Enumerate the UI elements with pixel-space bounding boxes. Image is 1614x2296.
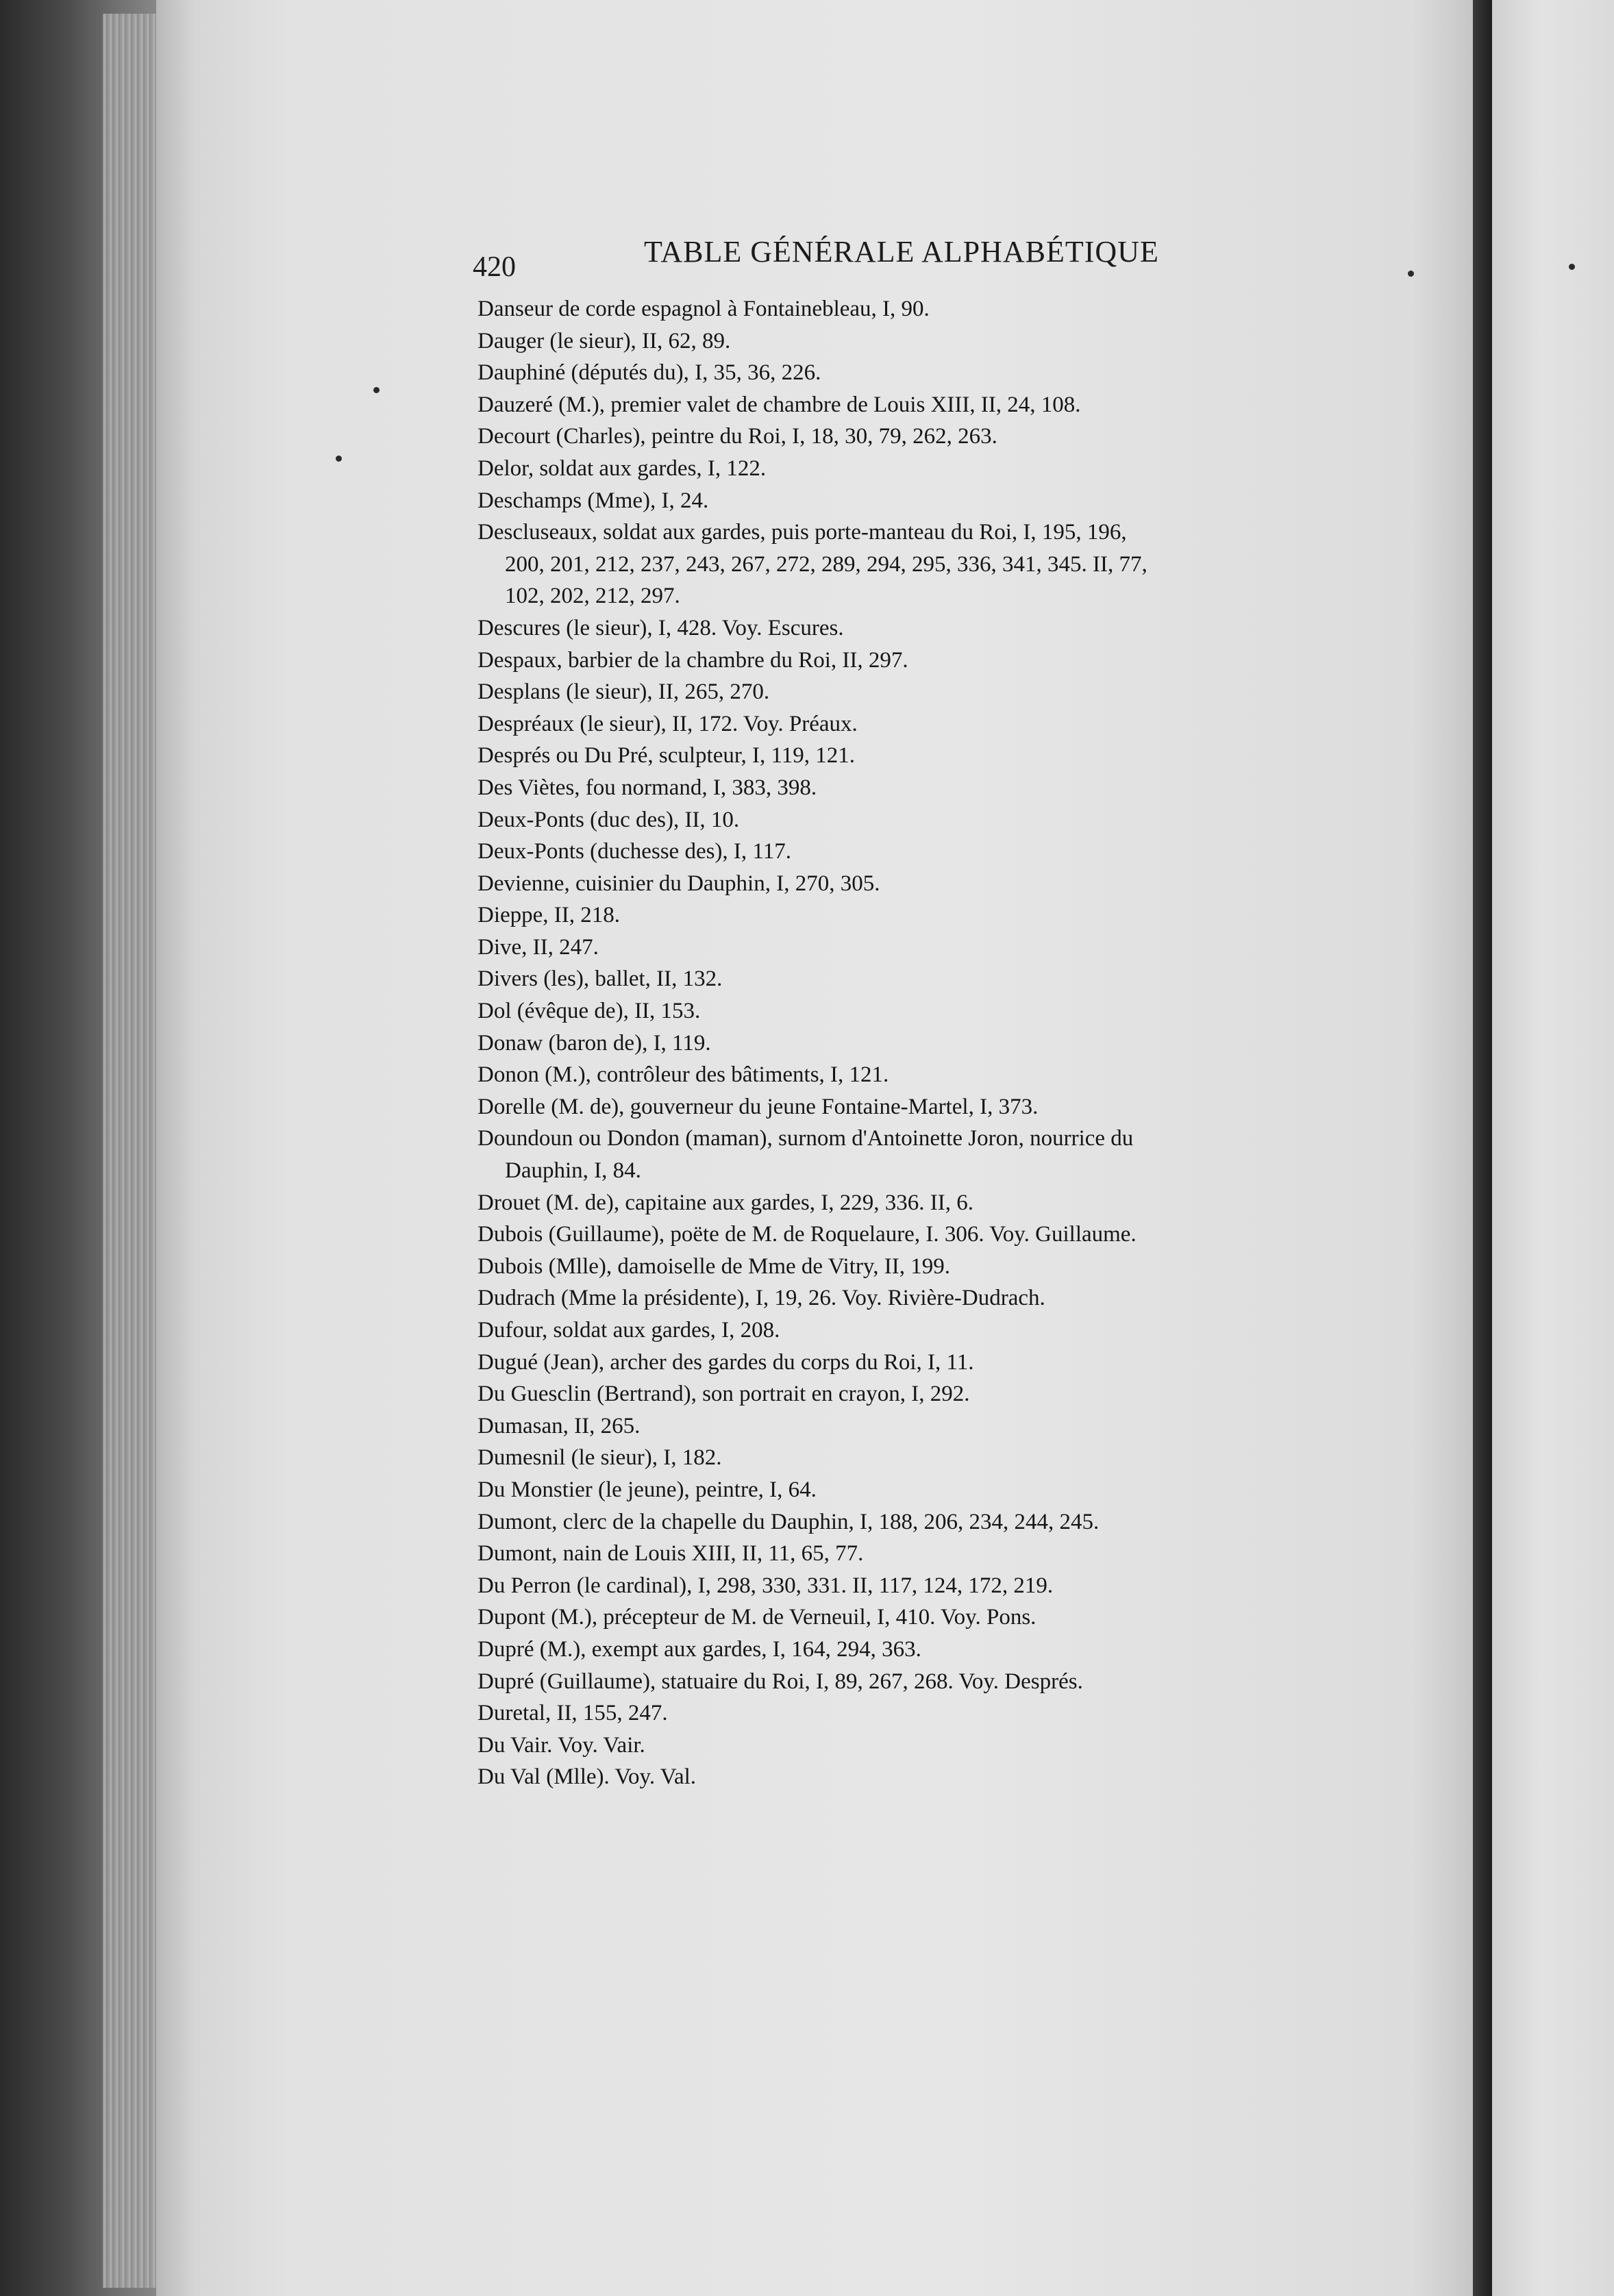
index-entry-text: Dieppe, II, 218. [477,903,621,928]
index-entry-continuation: 200, 201, 212, 237, 243, 267, 272, 289, 294, 295, 336, 341, 345. II, 77, [505,551,1147,577]
index-entry-text: Dupré (Guillaume), statuaire du Roi, I, 89, 267, 268. Voy. Després. [477,1669,1083,1694]
index-entry-text: Deux-Ponts (duchesse des), I, 117. [477,839,791,864]
index-entry-text: Dumont, nain de Louis XIII, II, 11, 65, 77. [477,1541,864,1567]
index-entry [477,293,1368,325]
index-entry [477,995,1368,1027]
index-entry-text: Dubois (Guillaume), poëte de M. de Roquelaure, I. 306. Voy. Guillaume. [477,1222,1137,1247]
page-header [473,234,1199,282]
index-entry-text: Dorelle (M. de), gouverneur du jeune Fontaine-Martel, I, 373. [477,1094,1039,1119]
index-entry [477,772,1368,804]
index-entry-text: Des Viètes, fou normand, I, 383, 398. [477,775,817,800]
index-entry [477,1378,1368,1410]
index-entry [477,1347,1368,1379]
index-entry-text: Du Guesclin (Bertrand), son portrait en crayon, I, 292. [477,1382,970,1407]
index-entry-text: Deux-Ponts (duc des), II, 10. [477,807,740,832]
index-entry-text: Dive, II, 247. [477,934,599,960]
index-entry [477,708,1368,740]
index-entry [477,1314,1368,1347]
running-title: TABLE GÉNÉRALE ALPHABÉTIQUE [644,235,1159,269]
index-entry-text: Descures (le sieur), I, 428. Voy. Escures. [477,615,844,640]
index-entry [477,389,1368,421]
speck-mark [1408,271,1414,277]
index-entry [477,645,1368,677]
index-entry [477,1730,1368,1762]
index-entry [477,899,1368,932]
index-entry [477,1027,1368,1060]
index-entry [477,1442,1368,1474]
index-entry-text: Decourt (Charles), peintre du Roi, I, 18, 30, 79, 262, 263. [477,424,997,449]
index-entry [477,868,1368,900]
index-entry-text: Du Perron (le cardinal), I, 298, 330, 331. II, 117, 124, 172, 219. [477,1573,1054,1598]
index-entry [477,325,1368,358]
index-entry [477,1666,1368,1698]
index-entry [477,963,1368,995]
index-entry [477,1538,1368,1570]
index-entry-text: Dauger (le sieur), II, 62, 89. [477,328,731,353]
index-entry [477,1570,1368,1602]
index-entry-text: Du Monstier (le jeune), peintre, I, 64. [477,1477,817,1502]
index-entry-text: Deschamps (Mme), I, 24. [477,488,709,513]
index-entry-text: Duretal, II, 155, 247. [477,1701,668,1726]
index-entry [477,612,1368,645]
index-entry-text: Dupré (M.), exempt aux gardes, I, 164, 294, 363. [477,1636,921,1662]
index-entry-text: Desplans (le sieur), II, 265, 270. [477,679,770,705]
index-entry-text: Dugué (Jean), archer des gardes du corps du Roi, I, 11. [477,1349,974,1375]
index-entry-text: Danseur de corde espagnol à Fontainebleau, I, 90. [477,297,930,321]
index-entry-text: Dol (évêque de), II, 153. [477,999,701,1024]
facing-page-edge [1492,0,1614,2296]
index-entry-text: Dufour, soldat aux gardes, I, 208. [477,1318,780,1343]
index-entry-text: Divers (les), ballet, II, 132. [477,966,723,992]
index-entry-text: Du Vair. Voy. Vair. [477,1732,645,1758]
index-entry-text: Delor, soldat aux gardes, I, 122. [477,456,767,481]
index-entry [477,1091,1368,1123]
index-entry-text: Donaw (baron de), I, 119. [477,1030,711,1056]
index-entry [477,1474,1368,1506]
index-entry [477,1187,1368,1219]
index-entry [477,1219,1368,1251]
index-entry [477,1059,1368,1091]
index-entry [477,740,1368,772]
index-entry-text: Dudrach (Mme la présidente), I, 19, 26. Voy. Rivière-Dudrach. [477,1286,1045,1311]
index-entry [477,357,1368,389]
index-entry-text: Donon (M.), contrôleur des bâtiments, I, 121. [477,1062,889,1088]
index-entry [477,804,1368,836]
speck-mark [336,456,342,462]
index-entry-text: Drouet (M. de), capitaine aux gardes, I, 229, 336. II, 6. [477,1190,973,1215]
index-entry-text: Després ou Du Pré, sculpteur, I, 119, 121. [477,743,856,769]
index-entry [477,1634,1368,1666]
index-entry-continuation: Dauphin, I, 84. [505,1158,641,1184]
index-entry [477,1123,1368,1186]
index-entry [477,932,1368,964]
index-entry-text: Despaux, barbier de la chambre du Roi, II, 297. [477,647,908,673]
index-entry-list [477,293,1368,1793]
index-entry-text: Doundoun ou Dondon (maman), surnom d'Antoinette Joron, nourrice du [477,1126,1134,1151]
index-entry-text: Dauzeré (M.), premier valet de chambre de Louis XIII, II, 24, 108. [477,392,1081,417]
index-entry [477,485,1368,517]
index-entry-text: Dumasan, II, 265. [477,1413,641,1438]
index-entry-continuation: 102, 202, 212, 297. [505,584,680,609]
index-entry [477,453,1368,485]
index-entry-text: Devienne, cuisinier du Dauphin, I, 270, 305. [477,871,880,896]
index-entry-text: Dauphiné (députés du), I, 35, 36, 226. [477,360,821,386]
index-entry-text: Dumesnil (le sieur), I, 182. [477,1445,722,1471]
index-entry-text: Dumont, clerc de la chapelle du Dauphin, I, 188, 206, 234, 244, 245. [477,1509,1100,1534]
index-entry-text: Dubois (Mlle), damoiselle de Mme de Vitry, II, 199. [477,1253,950,1279]
index-entry-text: Despréaux (le sieur), II, 172. Voy. Préaux. [477,711,858,736]
speck-mark [1569,264,1575,270]
index-entry [477,1410,1368,1443]
index-entry [477,676,1368,708]
index-entry [477,1601,1368,1634]
index-entry-text: Dupont (M.), précepteur de M. de Verneuil, I, 410. Voy. Pons. [477,1605,1036,1630]
index-entry [477,1506,1368,1538]
index-entry [477,421,1368,453]
page-number: 420 [473,251,516,283]
index-entry [477,1697,1368,1730]
speck-mark [373,387,380,393]
index-entry-text: Du Val (Mlle). Voy. Val. [477,1764,697,1790]
index-entry [477,1761,1368,1793]
index-entry [477,516,1368,612]
index-entry [477,1282,1368,1314]
index-entry [477,836,1368,868]
book-gutter [1473,0,1492,2296]
index-entry-text: Descluseaux, soldat aux gardes, puis porte-manteau du Roi, I, 195, 196, [477,520,1127,545]
index-entry [477,1251,1368,1283]
